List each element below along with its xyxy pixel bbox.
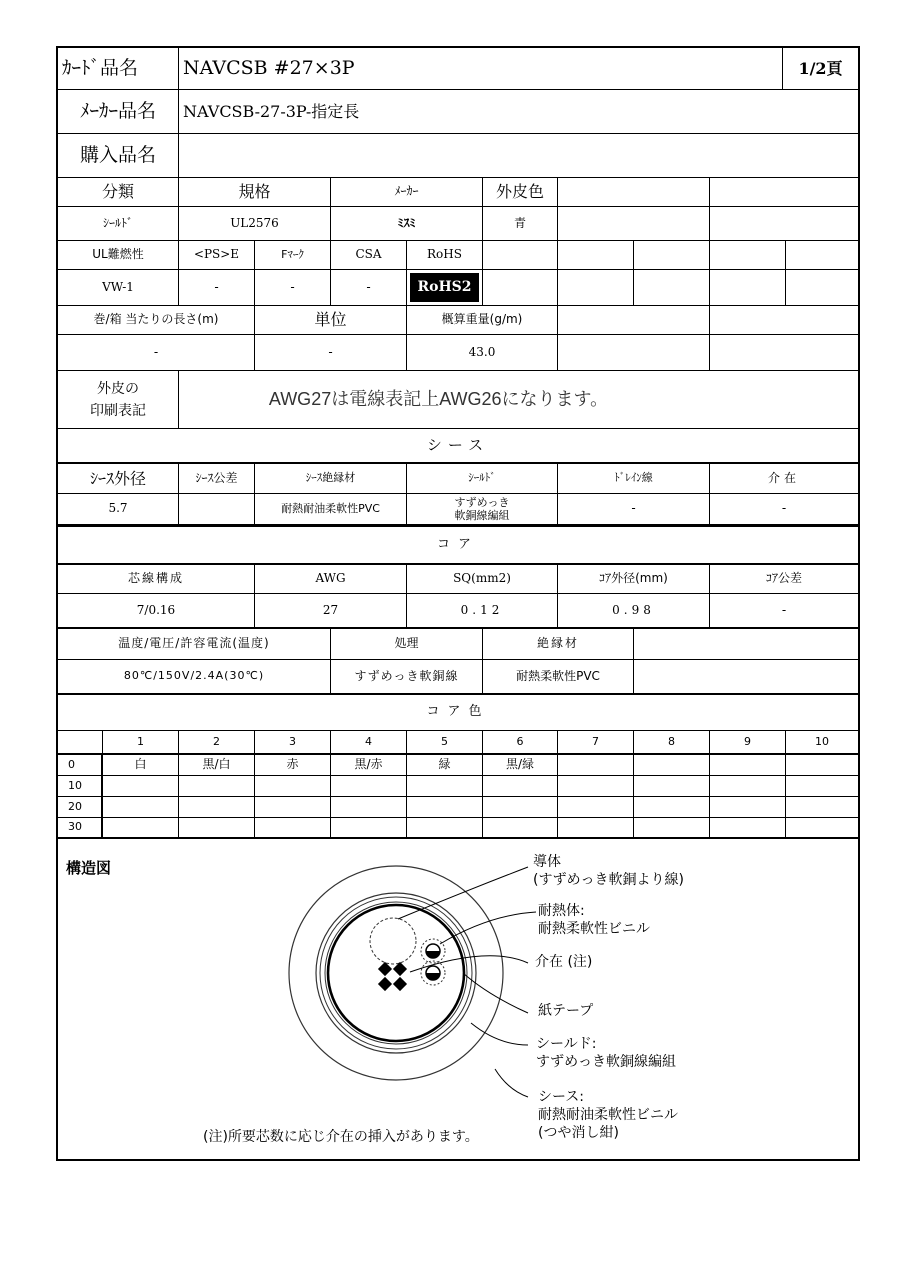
temp-voltage-value: 80℃/150V/2.4A(30℃) [58,660,331,694]
print-marking-label [58,371,179,429]
outer-color-label: 外皮色 [483,178,558,207]
sheath-circle [289,866,503,1080]
shield-value [407,494,558,525]
color-col-header: 9 [710,731,786,755]
structure-diagram [58,845,858,1159]
rohs-label: RoHS [407,241,483,270]
core-color-cell [786,755,858,776]
blank-cell [558,306,710,335]
color-col-header: 8 [634,731,710,755]
filler-value: - [710,494,858,525]
weight-value: 43.0 [407,335,558,371]
diagram-title: 構造図 [66,859,112,877]
shield-value-line1: すずめっき [454,496,510,509]
maker-value: ﾐｽﾐ [331,207,483,241]
core-color-cell [179,818,255,839]
core-color-cell [634,818,710,839]
cable-cross-section [58,845,858,1159]
sheath-diagram-label-line2: 耐熱耐油柔軟性ビニル [538,1107,678,1123]
shield-label: ｼｰﾙﾄﾞ [407,464,558,494]
outer-color-value: 青 [483,207,558,241]
unit-label: 単位 [255,306,407,335]
print-marking-value: AWG27は電線表記上AWG26になります。 [179,371,858,429]
purchase-name-label: 購入品名 [58,134,179,178]
color-grid-corner [58,731,103,755]
paper-tape-label: 紙テープ [538,1003,594,1019]
sheath-od-label: ｼｰｽ外径 [58,464,179,494]
color-row-label: 30 [58,818,103,839]
blank-cell [558,241,634,270]
unit-value: - [255,335,407,371]
sheath-tol-value [179,494,255,525]
process-label: 処理 [331,628,483,660]
blank-cell [483,270,558,306]
core-color-cell [558,818,634,839]
shield-value-line2: 軟銅線編組 [454,509,510,522]
shield-diagram-label-line2: すずめっき軟銅線編組 [536,1054,676,1070]
weight-label: 概算重量(g/m) [407,306,558,335]
purchase-name-value [179,134,858,178]
insulator-label [538,902,650,938]
core-color-cell: 黒/白 [179,755,255,776]
core-boundary-circle [328,905,464,1041]
sheath-od-value: 5.7 [58,494,179,525]
sq-value: 0.12 [407,594,558,628]
shield-diagram-label-line1: シールド: [536,1036,597,1052]
core-structure-value: 7/0.16 [58,594,255,628]
sheath-section-title: シース [58,429,858,464]
page-number: 1/2頁 [783,48,858,90]
blank-cell [710,270,786,306]
core-color-cell [407,797,483,818]
sheath-diagram-label-line1: シース: [538,1089,585,1105]
core-tol-value: - [710,594,858,628]
core-color-cell: 緑 [407,755,483,776]
class-label: 分類 [58,178,179,207]
core-color-cell [103,797,179,818]
process-value: すずめっき軟銅線 [331,660,483,694]
color-col-header: 3 [255,731,331,755]
blank-cell [634,660,858,694]
sq-label: SQ(mm2) [407,565,558,594]
paper-tape-circle [325,902,467,1044]
color-col-header: 10 [786,731,858,755]
sheath-tol-label: ｼｰｽ公差 [179,464,255,494]
core-color-cell [179,776,255,797]
sheath-material-label: ｼｰｽ絶縁材 [255,464,407,494]
core-color-cell [103,776,179,797]
blank-cell [558,335,710,371]
filler-note-label: 介在 (注) [535,954,593,970]
sheath-material-value: 耐熱耐油柔軟性PVC [255,494,407,525]
fmark-label: Fﾏｰｸ [255,241,331,270]
blank-cell [710,335,858,371]
insulation-value: 耐熱柔軟性PVC [483,660,634,694]
blank-cell [558,270,634,306]
spec-sheet [56,46,860,1161]
blank-cell [710,178,858,207]
blank-cell [786,241,858,270]
rohs-value-cell [407,270,483,306]
fmark-value: - [255,270,331,306]
pse-label: <PS>E [179,241,255,270]
spec-value: UL2576 [179,207,331,241]
core-color-cell [179,797,255,818]
rohs-badge: RoHS2 [410,273,479,302]
awg-label: AWG [255,565,407,594]
ul-flame-value: VW-1 [58,270,179,306]
core-tol-label: ｺｱ公差 [710,565,858,594]
blank-cell [634,628,858,660]
core-color-cell: 黒/緑 [483,755,558,776]
core-color-title: コア色 [58,694,858,731]
conductor-label [533,853,684,889]
core-structure-label: 芯線構成 [58,565,255,594]
core-color-cell [407,776,483,797]
core-color-cell: 黒/赤 [331,755,407,776]
core-color-cell [483,797,558,818]
core-color-cell [786,776,858,797]
core-od-label: ｺｱ外径(mm) [558,565,710,594]
color-col-header: 5 [407,731,483,755]
color-row-label: 20 [58,797,103,818]
core-color-cell [103,818,179,839]
maker-label: ﾒｰｶｰ [331,178,483,207]
card-name-label: ｶｰﾄﾞ品名 [58,48,179,90]
shield-diagram-label [536,1035,676,1071]
core-color-cell [331,797,407,818]
class-value: ｼｰﾙﾄﾞ [58,207,179,241]
color-col-header: 6 [483,731,558,755]
maker-name-value: NAVCSB-27-3P-指定長 [179,90,858,134]
core-color-cell [558,755,634,776]
drain-wire-label: ﾄﾞﾚｲﾝ線 [558,464,710,494]
awg-value: 27 [255,594,407,628]
sheath-diagram-label [538,1088,678,1142]
sheath-diagram-label-line3: (つや消し紺) [538,1125,619,1141]
blank-cell [710,306,858,335]
core-od-value: 0.98 [558,594,710,628]
core-color-cell [558,776,634,797]
csa-label: CSA [331,241,407,270]
blank-cell [710,207,858,241]
blank-cell [634,241,710,270]
spec-label: 規格 [179,178,331,207]
core-color-cell [786,797,858,818]
shield-outer-circle [316,893,476,1053]
core-color-cell [331,818,407,839]
core-color-cell [634,797,710,818]
insulation-label: 絶縁材 [483,628,634,660]
color-col-header: 4 [331,731,407,755]
conductor-label-line1: 導体 [533,854,561,870]
core-color-cell [255,776,331,797]
color-row-label: 0 [58,755,103,776]
filler-position-circle [370,918,416,964]
insulator-label-line2: 耐熱柔軟性ビニル [538,921,650,937]
print-marking-label-line2: 印刷表記 [90,402,146,419]
core-color-cell [710,776,786,797]
core-color-cell [331,776,407,797]
color-col-header: 7 [558,731,634,755]
blank-cell [558,207,710,241]
length-per-reel-label: 巻/箱 当たりの長さ(m) [58,306,255,335]
core-color-cell: 赤 [255,755,331,776]
core-color-cell [255,818,331,839]
blank-cell [483,241,558,270]
blank-cell [634,270,710,306]
filler-label: 介在 [710,464,858,494]
color-col-header: 1 [103,731,179,755]
core-color-cell [634,776,710,797]
blank-cell [558,178,710,207]
core-color-cell [634,755,710,776]
core-color-cell [483,818,558,839]
color-row-label: 10 [58,776,103,797]
core-color-cell [710,797,786,818]
core-color-cell [255,797,331,818]
core-color-cell [483,776,558,797]
length-per-reel-value: - [58,335,255,371]
card-name-value: NAVCSB #27×3P [179,48,783,90]
core-section-title: コア [58,525,858,565]
ul-flame-label: UL難燃性 [58,241,179,270]
pse-value: - [179,270,255,306]
color-col-header: 2 [179,731,255,755]
core-color-cell [710,755,786,776]
filler-diamonds [378,962,407,991]
blank-cell [710,241,786,270]
insulator-label-line1: 耐熱体: [538,903,585,919]
print-marking-label-line1: 外皮の [97,380,139,397]
blank-cell [786,270,858,306]
core-color-cell [710,818,786,839]
conductor-label-line2: (すずめっき軟銅より線) [533,872,684,888]
leader-lines [398,867,536,1097]
core-color-cell: 白 [103,755,179,776]
shield-inner-circle [320,897,472,1049]
maker-name-label: ﾒｰｶｰ品名 [58,90,179,134]
drain-wire-value: - [558,494,710,525]
diagram-footnote: (注)所要芯数に応じ介在の挿入があります。 [203,1129,479,1145]
core-color-cell [407,818,483,839]
core-color-cell [558,797,634,818]
core-color-cell [786,818,858,839]
csa-value: - [331,270,407,306]
temp-voltage-label: 温度/電圧/許容電流(温度) [58,628,331,660]
